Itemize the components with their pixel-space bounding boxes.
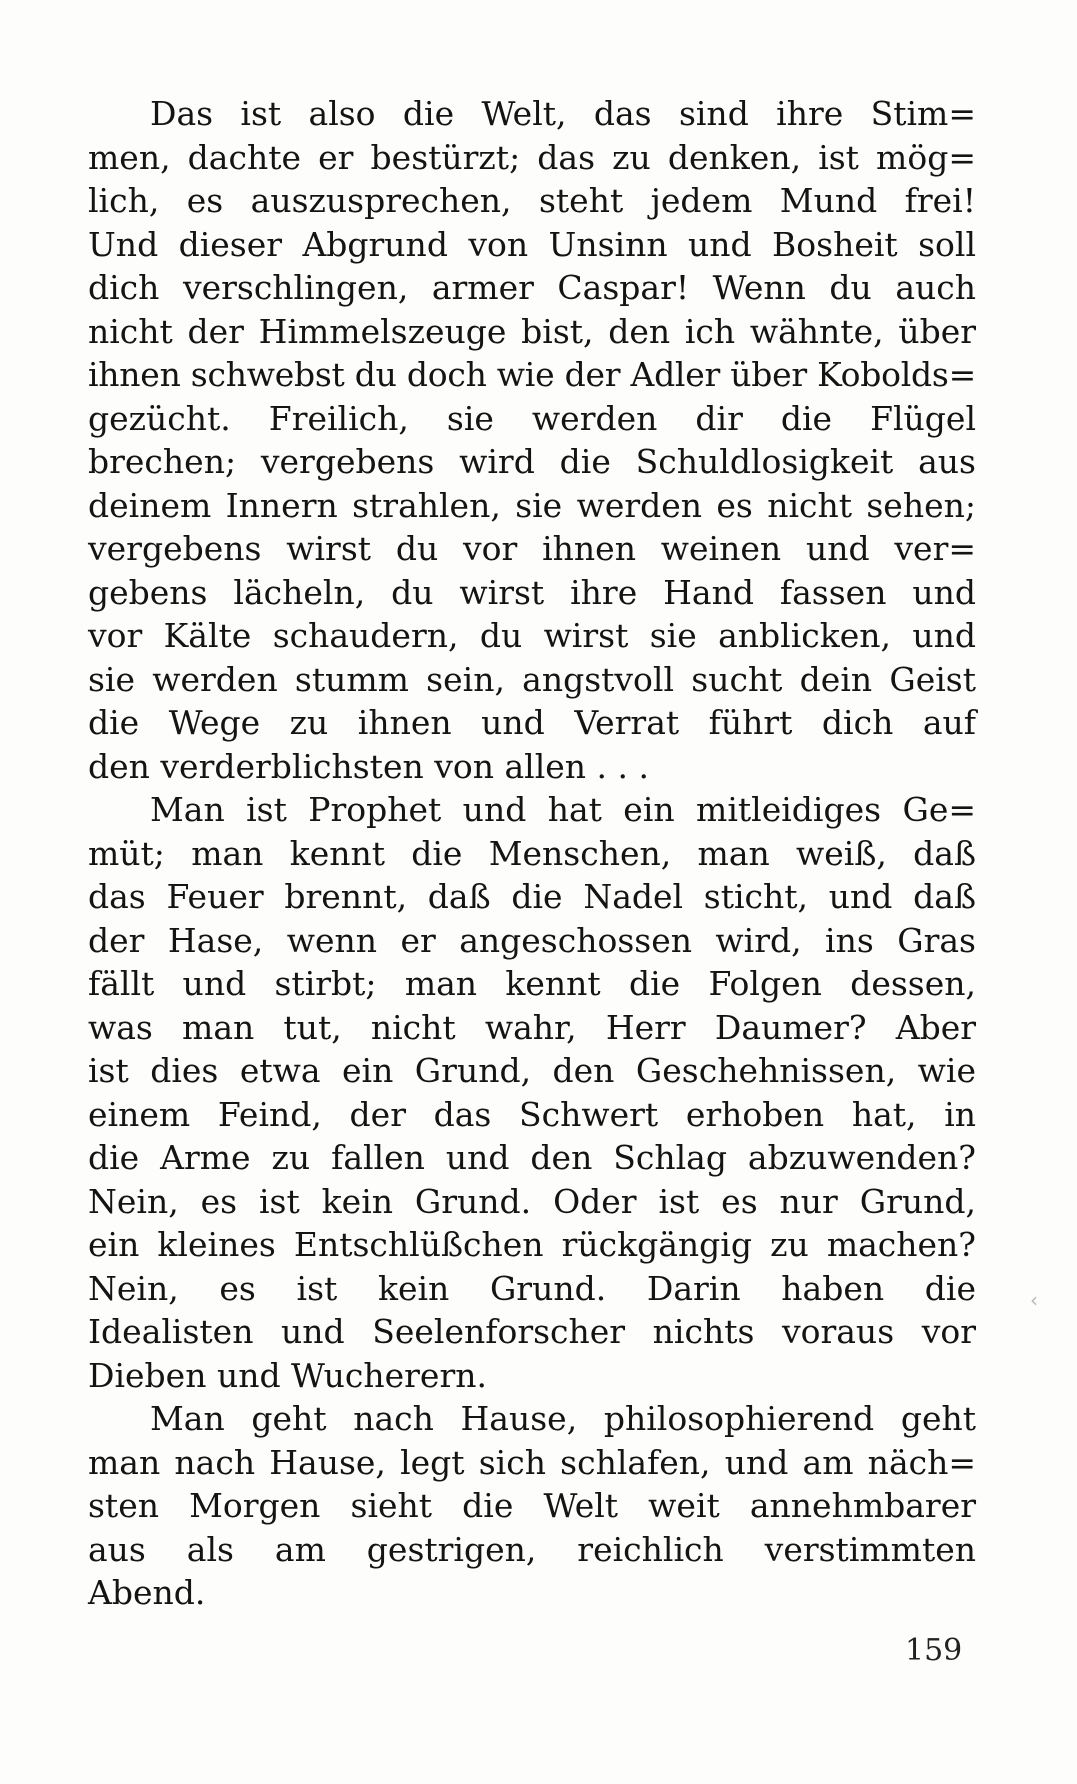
text-line: Man geht nach Hause, philosophierend geht <box>150 1399 976 1438</box>
text-line: sie werden stumm sein, angstvoll sucht dein Geist <box>88 659 976 699</box>
body-text <box>88 92 976 1615</box>
text-line: die Wege zu ihnen und Verrat führt dich auf <box>88 703 976 742</box>
page-number: 159 <box>905 1633 963 1668</box>
text-line: deinem Innern strahlen, sie werden es nicht sehen; <box>88 485 976 525</box>
text-line: was man tut, nicht wahr, Herr Daumer? Aber <box>88 1007 976 1047</box>
text-line: Und dieser Abgrund von Unsinn und Bosheit soll <box>88 224 976 264</box>
text-line: die Arme zu fallen und den Schlag abzuwenden? <box>88 1138 976 1177</box>
text-line: gezücht. Freilich, sie werden dir die Flügel <box>88 398 976 438</box>
text-line: vor Kälte schaudern, du wirst sie anblicken, und <box>88 616 976 655</box>
text-line: Das ist also die Welt, das sind ihre Stim= <box>150 94 976 133</box>
text-line: sten Morgen sieht die Welt weit annehmbarer <box>88 1486 976 1525</box>
text-line: lich, es auszusprechen, steht jedem Mund frei! <box>88 181 976 220</box>
text-line: gebens lächeln, du wirst ihre Hand fassen und <box>88 572 976 612</box>
text-line: fällt und stirbt; man kennt die Folgen dessen, <box>88 964 976 1003</box>
text-line: Nein, es ist kein Grund. Oder ist es nur Grund, <box>88 1181 976 1221</box>
text-line: einem Feind, der das Schwert erhoben hat, in <box>88 1094 976 1134</box>
text-line: man nach Hause, legt sich schlafen, und am näch= <box>88 1442 976 1482</box>
text-line: vergebens wirst du vor ihnen weinen und ver= <box>88 529 976 568</box>
text-line: aus als am gestrigen, reichlich verstimmten <box>88 1529 976 1569</box>
text-line: den verderblichsten von allen . . . <box>88 746 649 786</box>
paragraph-2 <box>88 788 976 1397</box>
text-line: Nein, es ist kein Grund. Darin haben die <box>88 1268 976 1308</box>
text-line: men, dachte er bestürzt; das zu denken, ist mög= <box>88 137 976 177</box>
text-line: ist dies etwa ein Grund, den Geschehnissen, wie <box>88 1051 976 1090</box>
text-line: der Hase, wenn er angeschossen wird, ins Gras <box>88 920 976 960</box>
text-line: Dieben und Wucherern. <box>88 1355 487 1395</box>
text-line: brechen; vergebens wird die Schuldlosigkeit aus <box>88 442 976 481</box>
margin-smudge-icon: ‹ <box>1030 1288 1038 1312</box>
text-line: dich verschlingen, armer Caspar! Wenn du auch <box>88 268 976 307</box>
paragraph-1 <box>88 92 976 788</box>
text-line: Idealisten und Seelenforscher nichts voraus vor <box>88 1312 976 1351</box>
text-line: das Feuer brennt, daß die Nadel sticht, und daß <box>88 877 976 916</box>
text-line: Abend. <box>88 1573 206 1612</box>
text-line: ein kleines Entschlüßchen rückgängig zu machen? <box>88 1225 976 1264</box>
text-line: ihnen schwebst du doch wie der Adler über Kobolds= <box>88 355 976 394</box>
text-line: nicht der Himmelszeuge bist, den ich wähnte, über <box>88 311 976 351</box>
text-line: Man ist Prophet und hat ein mitleidiges Ge= <box>150 790 976 829</box>
paragraph-3 <box>88 1397 976 1615</box>
text-line: müt; man kennt die Menschen, man weiß, daß <box>88 833 976 873</box>
